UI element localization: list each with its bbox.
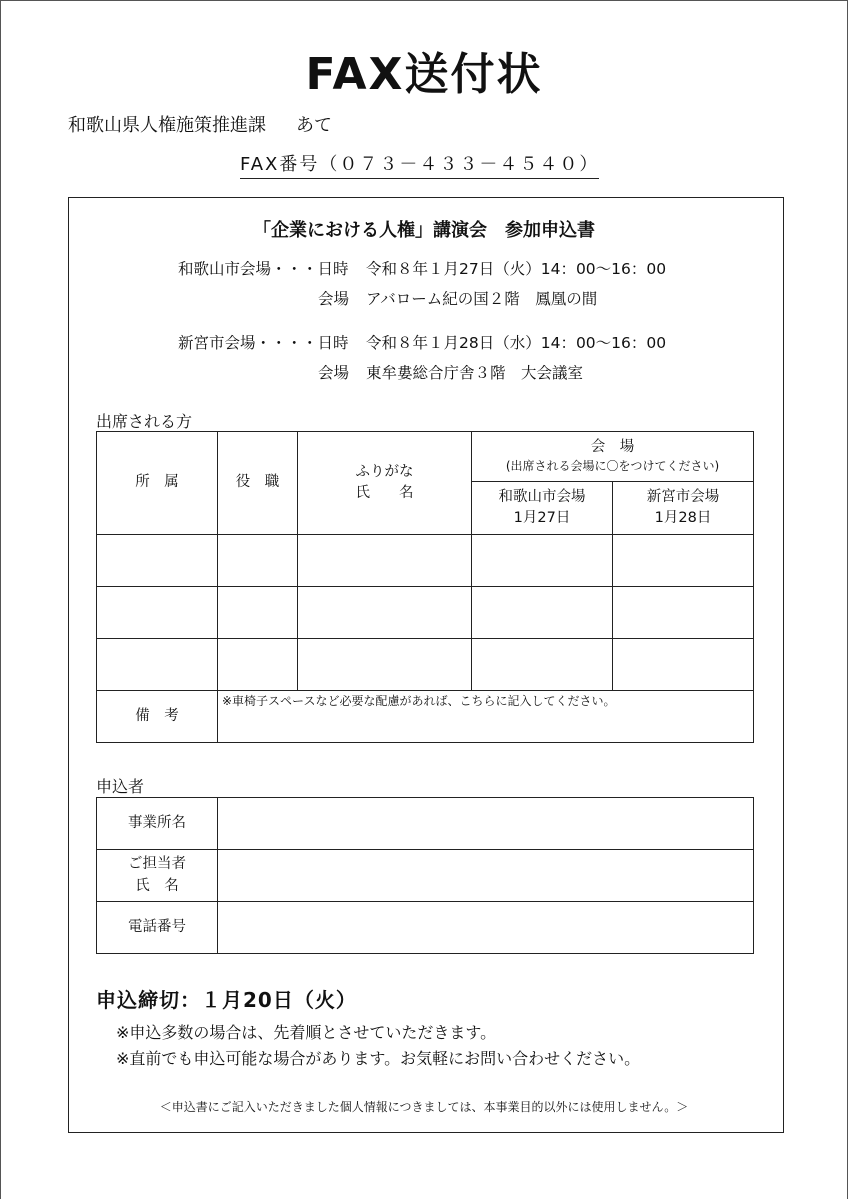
phone-label: 電話番号: [97, 902, 218, 954]
contact-label: [97, 850, 218, 902]
header-venue-note: (出席される会場に〇をつけてください): [505, 459, 720, 474]
shingu-check-cell[interactable]: [613, 535, 754, 587]
event-place-label: 会場: [318, 364, 350, 382]
applicant-section-label: 申込者: [96, 777, 145, 796]
affiliation-cell[interactable]: [97, 535, 218, 587]
attendee-row: [97, 639, 754, 691]
remarks-field[interactable]: [218, 691, 754, 743]
phone-input[interactable]: [218, 902, 754, 954]
event-datetime: 令和８年１月28日（水）14：00～16：00: [366, 334, 667, 352]
header-venue-wakayama: [472, 482, 613, 535]
header-furigana: ふりがな: [355, 463, 414, 480]
name-cell[interactable]: [298, 639, 472, 691]
applicant-table: [96, 797, 754, 954]
contact-name-input[interactable]: [218, 850, 754, 902]
event-datetime: 令和８年１月27日（火）14：00～16：00: [366, 260, 667, 278]
event-place: 東牟婁総合庁舎３階 大会議室: [366, 364, 584, 382]
event-place-label: 会場: [318, 290, 350, 308]
attendees-section-label: 出席される方: [96, 412, 193, 431]
remarks-label: 備 考: [97, 691, 218, 743]
event-venue-label: 新宮市会場・・・・日時: [178, 334, 349, 352]
position-cell[interactable]: [218, 535, 298, 587]
wakayama-check-cell[interactable]: [472, 639, 613, 691]
addressee-honorific: あて: [296, 115, 332, 136]
wakayama-check-cell[interactable]: [472, 587, 613, 639]
affiliation-cell[interactable]: [97, 587, 218, 639]
header-venue-label: 会 場: [590, 439, 635, 456]
venue-wakayama-label: 和歌山市会場: [498, 488, 586, 505]
venue-shingu-date: 1月28日: [654, 510, 712, 526]
header-venue: [472, 432, 754, 482]
shingu-check-cell[interactable]: [613, 639, 754, 691]
header-venue-shingu: [613, 482, 754, 535]
name-cell[interactable]: [298, 587, 472, 639]
deadline: 申込締切：１月20日（火）: [96, 988, 357, 1012]
page-title: FAX送付状: [305, 49, 543, 100]
header-name-label: 氏 名: [355, 485, 414, 501]
contact-label-line1: ご担当者: [128, 856, 186, 873]
deadline-note: ※申込多数の場合は、先着順とさせていただきます。: [116, 1023, 497, 1042]
attendees-table: [96, 431, 754, 743]
contact-label-line2: 氏 名: [135, 877, 179, 894]
attendee-row: [97, 587, 754, 639]
office-input[interactable]: [218, 798, 754, 850]
office-label: 事業所名: [97, 798, 218, 850]
addressee: [68, 111, 332, 137]
venue-wakayama-date: 1月27日: [513, 510, 571, 526]
shingu-check-cell[interactable]: [613, 587, 754, 639]
position-cell[interactable]: [218, 639, 298, 691]
header-name: [298, 432, 472, 535]
form-title: 「企業における人権」講演会 参加申込書: [253, 220, 595, 241]
header-position: 役 職: [218, 432, 298, 535]
wakayama-check-cell[interactable]: [472, 535, 613, 587]
fax-number: FAX番号（０７３－４３３－４５４０）: [240, 150, 599, 179]
position-cell[interactable]: [218, 587, 298, 639]
deadline-note: ※直前でも申込可能な場合があります。お気軽にお問い合わせください。: [116, 1049, 641, 1068]
name-cell[interactable]: [298, 535, 472, 587]
affiliation-cell[interactable]: [97, 639, 218, 691]
attendee-row: [97, 535, 754, 587]
event-venue-label: 和歌山市会場・・・日時: [178, 260, 349, 278]
privacy-note: ＜申込書にご記入いただきました個人情報につきましては、本事業目的以外には使用しません。＞: [159, 1100, 689, 1114]
venue-shingu-label: 新宮市会場: [646, 488, 720, 505]
remarks-note: ※車椅子スペースなど必要な配慮があれば、こちらに記入してください。: [222, 694, 616, 708]
addressee-name: 和歌山県人権施策推進課: [68, 115, 266, 136]
header-affiliation: 所 属: [97, 432, 218, 535]
event-place: アバローム紀の国２階 鳳凰の間: [366, 290, 598, 308]
